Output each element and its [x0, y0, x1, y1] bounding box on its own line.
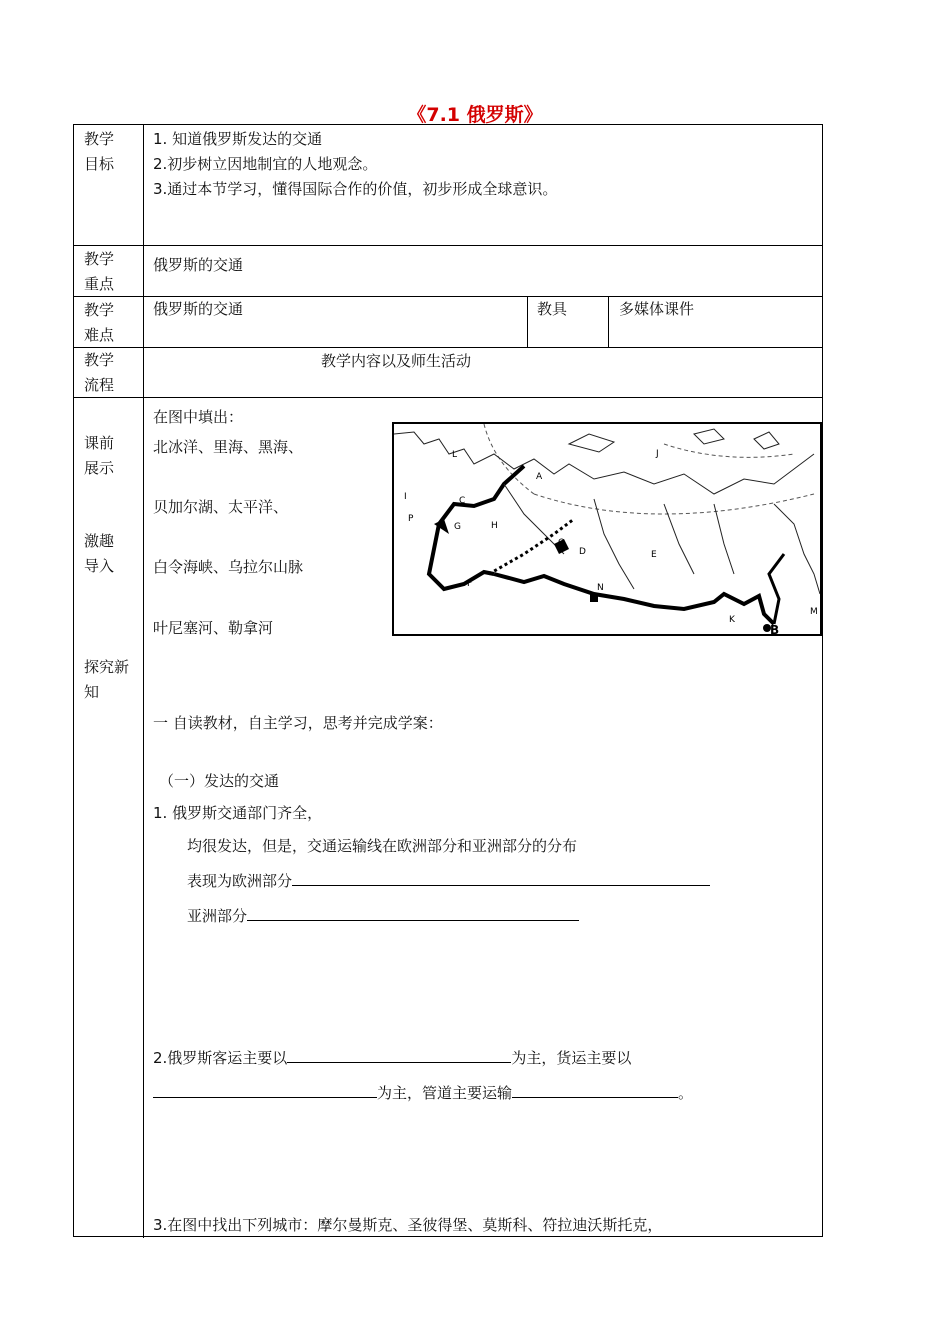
map-label-E: E: [651, 550, 657, 560]
passenger-blank[interactable]: [287, 1048, 511, 1063]
flow-label: 教学 流程: [84, 351, 115, 394]
q1-europe-label: 表现为欧洲部分: [187, 872, 293, 890]
map-label-A: A: [536, 472, 543, 482]
fill-item-4: 叶尼塞河、勒拿河: [153, 619, 274, 637]
map-label-G: G: [454, 522, 461, 532]
tools-text: 多媒体课件: [619, 300, 695, 318]
q2-period: 。: [678, 1084, 694, 1102]
q1-line3: [187, 869, 710, 894]
key-label: 教学 重点: [84, 250, 115, 293]
map-label-B: B: [770, 623, 780, 634]
lesson-table: [73, 124, 823, 1237]
russia-map: [392, 422, 822, 636]
europe-blank[interactable]: [292, 871, 710, 886]
key-text: 俄罗斯的交通: [153, 256, 244, 274]
map-label-N: N: [597, 583, 604, 593]
map-label-F: F: [467, 579, 473, 589]
q1-asia-label: 亚洲部分: [187, 907, 248, 925]
goals-label: 教学 目标: [84, 130, 115, 173]
section-1-heading: 一 自读教材，自主学习，思考并完成学案：: [153, 714, 443, 732]
difficulty-label: 教学 难点: [84, 301, 115, 344]
fill-item-2: 贝加尔湖、太平洋、: [153, 498, 289, 516]
map-label-P: P: [408, 514, 414, 524]
tools-label: 教具: [537, 300, 568, 318]
q2-freight-label: 为主，货运主要以: [511, 1049, 632, 1067]
pipeline-blank[interactable]: [512, 1083, 678, 1098]
map-label-C: C: [459, 496, 466, 506]
goal-1: 1. 知道俄罗斯发达的交通: [153, 130, 323, 148]
map-label-O: O: [558, 538, 566, 548]
q2-line2: [153, 1081, 693, 1106]
map-label-J: J: [656, 449, 659, 459]
document-title: 《7.1 俄罗斯》: [407, 104, 543, 126]
map-label-M: M: [810, 607, 818, 617]
side-label-preview: 课前 展示: [84, 434, 115, 477]
map-label-L: L: [452, 450, 458, 460]
side-label-intro: 激趣 导入: [84, 532, 115, 575]
side-label-explore: 探究新 知: [84, 658, 130, 701]
q1-line4: [187, 904, 579, 929]
freight-blank[interactable]: [153, 1083, 377, 1098]
q2-passenger-label: 2.俄罗斯客运主要以: [153, 1049, 288, 1067]
asia-blank[interactable]: [247, 906, 579, 921]
q3-line: 3.在图中找出下列城市：摩尔曼斯克、圣彼得堡、莫斯科、符拉迪沃斯托克，: [153, 1216, 663, 1234]
goal-2: 2.初步树立因地制宜的人地观念。: [153, 155, 378, 173]
q2-pipeline-label: 为主，管道主要运输: [377, 1084, 513, 1102]
fill-item-3: 白令海峡、乌拉尔山脉: [153, 558, 304, 576]
map-label-K: K: [729, 615, 735, 625]
flow-header: 教学内容以及师生活动: [321, 352, 472, 370]
q1-line1: 1. 俄罗斯交通部门齐全，: [153, 804, 323, 822]
fill-prompt: 在图中填出：: [153, 408, 244, 426]
q2-line1: [153, 1046, 631, 1071]
map-label-D: D: [579, 547, 586, 557]
goal-3: 3.通过本节学习，懂得国际合作的价值，初步形成全球意识。: [153, 180, 558, 198]
q1-line2: 均很发达，但是，交通运输线在欧洲部分和亚洲部分的分布: [187, 837, 578, 855]
map-label-I: I: [404, 492, 407, 502]
subsection-transport: （一）发达的交通: [159, 772, 280, 790]
fill-item-1: 北冰洋、里海、黑海、: [153, 438, 304, 456]
difficulty-text: 俄罗斯的交通: [153, 300, 244, 318]
map-label-H: H: [491, 521, 498, 531]
